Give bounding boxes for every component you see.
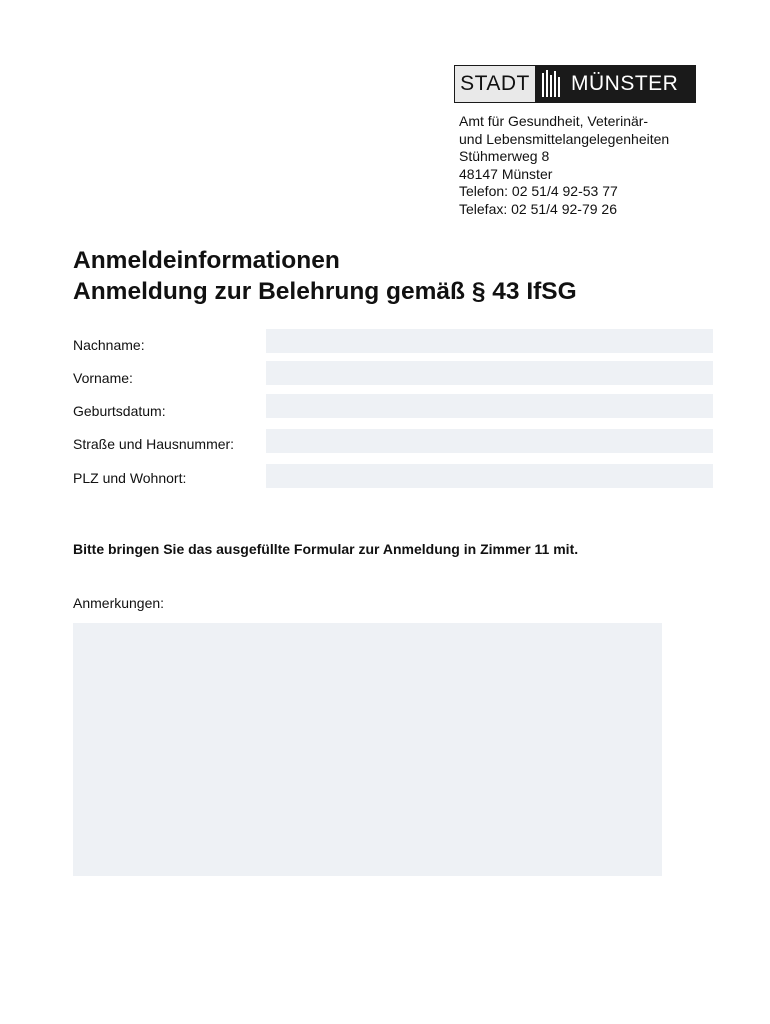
city-emblem-icon — [541, 69, 563, 99]
title-line-2: Anmeldung zur Belehrung gemäß § 43 IfSG — [73, 278, 577, 305]
submission-notice: Bitte bringen Sie das ausgefüllte Formular zur Anmeldung in Zimmer 11 mit. — [73, 541, 579, 557]
document-title — [73, 245, 577, 307]
anmerkungen-field[interactable] — [73, 623, 662, 876]
address-line: und Lebensmittelangelegenheiten — [459, 130, 670, 147]
strasse-hausnummer-label: Straße und Hausnummer: — [73, 436, 235, 452]
logo-muenster-text: MÜNSTER — [571, 72, 679, 95]
address-line: Telefax: 02 51/4 92-79 26 — [459, 200, 618, 217]
strasse-hausnummer-field[interactable] — [266, 429, 713, 453]
plz-wohnort-label: PLZ und Wohnort: — [73, 470, 187, 486]
vorname-field[interactable] — [266, 361, 713, 385]
geburtsdatum-field[interactable] — [266, 394, 713, 418]
vorname-label: Vorname: — [73, 370, 133, 386]
office-address-block — [459, 113, 669, 218]
address-line: Amt für Gesundheit, Veterinär- — [459, 113, 649, 129]
logo-stadt-text: STADT — [455, 66, 535, 102]
nachname-field[interactable] — [266, 329, 713, 353]
stadt-muenster-logo — [454, 65, 696, 103]
title-line-1: Anmeldeinformationen — [73, 247, 340, 274]
plz-wohnort-field[interactable] — [266, 464, 713, 488]
logo-muenster-panel — [535, 66, 695, 102]
geburtsdatum-label: Geburtsdatum: — [73, 403, 166, 419]
nachname-label: Nachname: — [73, 337, 145, 353]
address-line: Telefon: 02 51/4 92-53 77 — [459, 183, 618, 199]
anmerkungen-label: Anmerkungen: — [73, 595, 165, 611]
address-line: 48147 Münster — [459, 165, 553, 182]
address-line: Stühmerweg 8 — [459, 148, 550, 164]
